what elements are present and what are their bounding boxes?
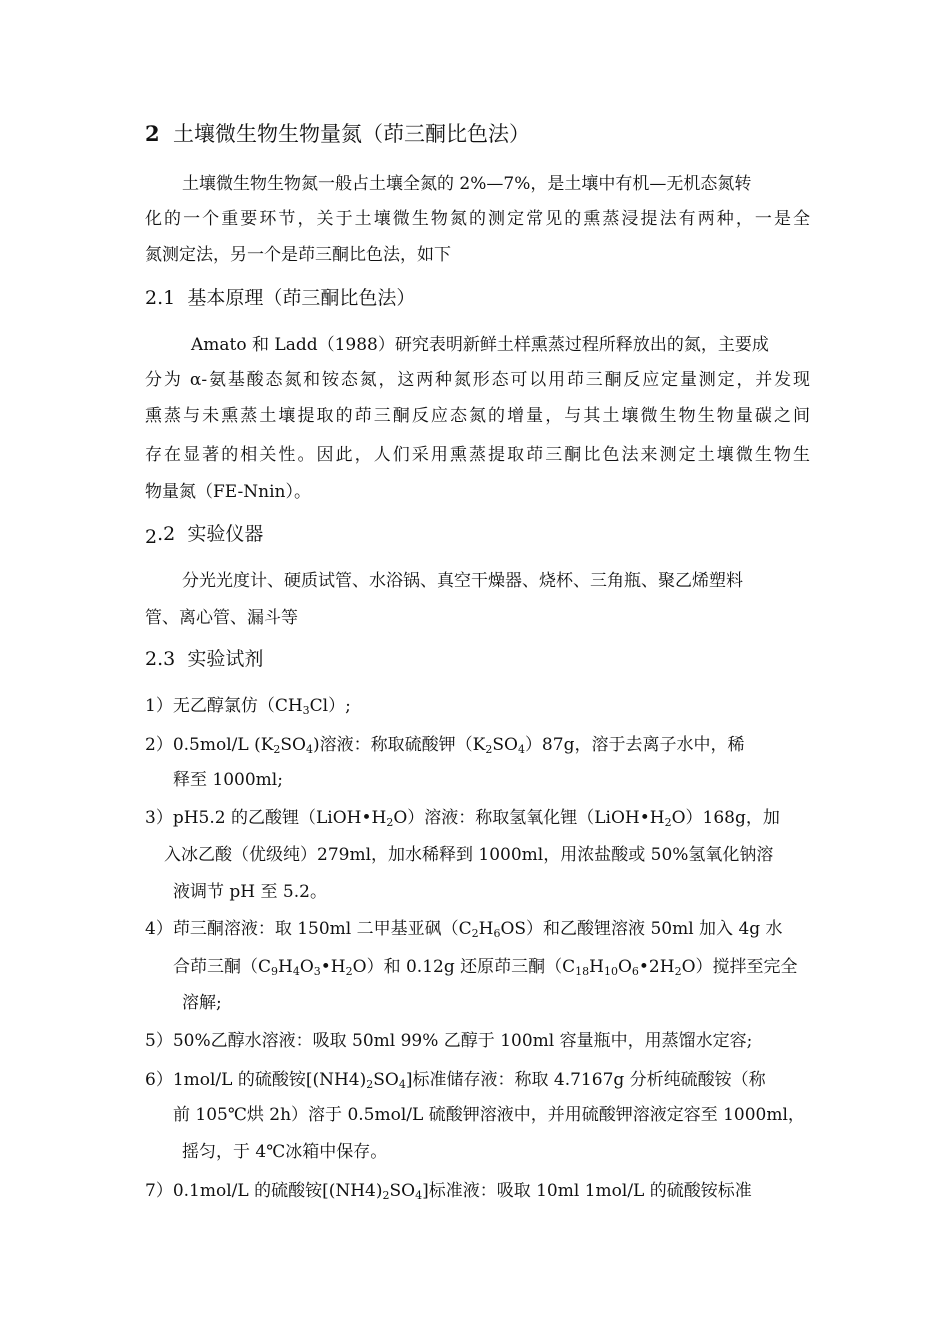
list-item-continuation: 前 105℃烘 2h）溶于 0.5mol/L 硫酸钾溶液中，并用硫酸钾溶液定容至 1000ml， (173, 1105, 805, 1125)
paragraph-line: 分光光度计、硬质试管、水浴锅、真空干燥器、烧杯、三角瓶、聚乙烯塑料 (182, 571, 743, 591)
list-item: 1）无乙醇氯仿$(CH_3Cl)$; (145, 696, 351, 717)
section-heading-2-1 (145, 285, 415, 311)
section-title: 基本原理（茚三酮比色法） (187, 287, 416, 309)
paragraph-line: 物量氮（FE-Nnin）。 (145, 482, 311, 502)
section-title: 土壤微生物生物量氮（茚三酮比色法） (172, 122, 530, 146)
list-item-continuation: 摇匀，于 4℃冰箱中保存。 (182, 1142, 388, 1162)
list-item: 7）0.1mol/L 的硫酸铵$[(NH4)_2SO_4]$标准液：吸取 10ml 1mol/L 的硫酸铵标准 (145, 1181, 752, 1202)
list-item-continuation: 入冰乙酸（优级纯）279ml，加水稀释到 1000ml，用浓盐酸或 50%氢氧化钠溶 (164, 845, 774, 865)
section-number: 2 (145, 121, 160, 146)
list-item: 2）0.5mol/L $(K_2SO_4)$溶液：称取硫酸钾$(K_2SO_4)87g$，溶于去离子水中，稀 (145, 735, 745, 756)
list-item-continuation: 溶解; (182, 993, 222, 1013)
list-item: 6）1mol/L 的硫酸铵$[(NH4)_2SO_4]$标准储存液：称取 4.7167g 分析纯硫酸铵（称 (145, 1070, 766, 1091)
section-heading-2 (145, 120, 530, 148)
section-title: 实验试剂 (187, 648, 264, 670)
paragraph-line: 熏蒸与未熏蒸土壤提取的茚三酮反应态氮的增量，与其土壤微生物生物量碳之间 (145, 406, 810, 426)
paragraph-line: 管、离心管、漏斗等 (145, 608, 298, 628)
section-number: 2.3 (145, 648, 176, 670)
paragraph-line: 分为 α-氨基酸态氮和铵态氮，这两种氮形态可以用茚三酮反应定量测定，并发现 (145, 370, 810, 390)
list-item: 3）pH5.2 的乙酸锂$(LiOH•H_2O)$溶液：称取氢氧化锂$(LiOH•H_2O)168g$，加 (145, 808, 780, 829)
section-title: 实验仪器 (187, 523, 264, 545)
list-item-continuation: 释至 1000ml; (173, 770, 283, 790)
list-item: 5）50%乙醇水溶液：吸取 50ml 99% 乙醇于 100ml 容量瓶中，用蒸馏水定容; (145, 1031, 753, 1051)
section-number: 2.1 (145, 287, 176, 309)
paragraph-line: 化的一个重要环节，关于土壤微生物氮的测定常见的熏蒸浸提法有两种，一是全 (145, 209, 810, 229)
section-heading-2-2 (145, 521, 263, 550)
section-number-part: .2 (157, 523, 176, 545)
list-item: 4）茚三酮溶液：取 150ml 二甲基亚砜$(C_2H_6OS)$和乙酸锂溶液 50ml 加入 4g 水 (145, 919, 783, 940)
section-heading-2-3 (145, 646, 263, 672)
list-item-continuation: 合茚三酮$(C_9H_4O_3•H_2O)$和 0.12g 还原茚三酮$(C_{18}H_{10}O_6•2H_2O)$搅拌至完全 (173, 957, 798, 978)
section-number-part: 2 (145, 526, 158, 548)
paragraph-line: 土壤微生物生物氮一般占土壤全氮的 2%—7%，是土壤中有机—无机态氮转 (182, 174, 752, 194)
paragraph-line: Amato 和 Ladd（1988）研究表明新鲜土样熏蒸过程所释放出的氮，主要成 (191, 335, 769, 355)
paragraph-line: 存在显著的相关性。因此，人们采用熏蒸提取茚三酮比色法来测定土壤微生物生 (145, 445, 810, 465)
paragraph-line: 氮测定法，另一个是茚三酮比色法，如下 (145, 245, 451, 265)
list-item-continuation: 液调节 pH 至 5.2。 (173, 882, 327, 902)
